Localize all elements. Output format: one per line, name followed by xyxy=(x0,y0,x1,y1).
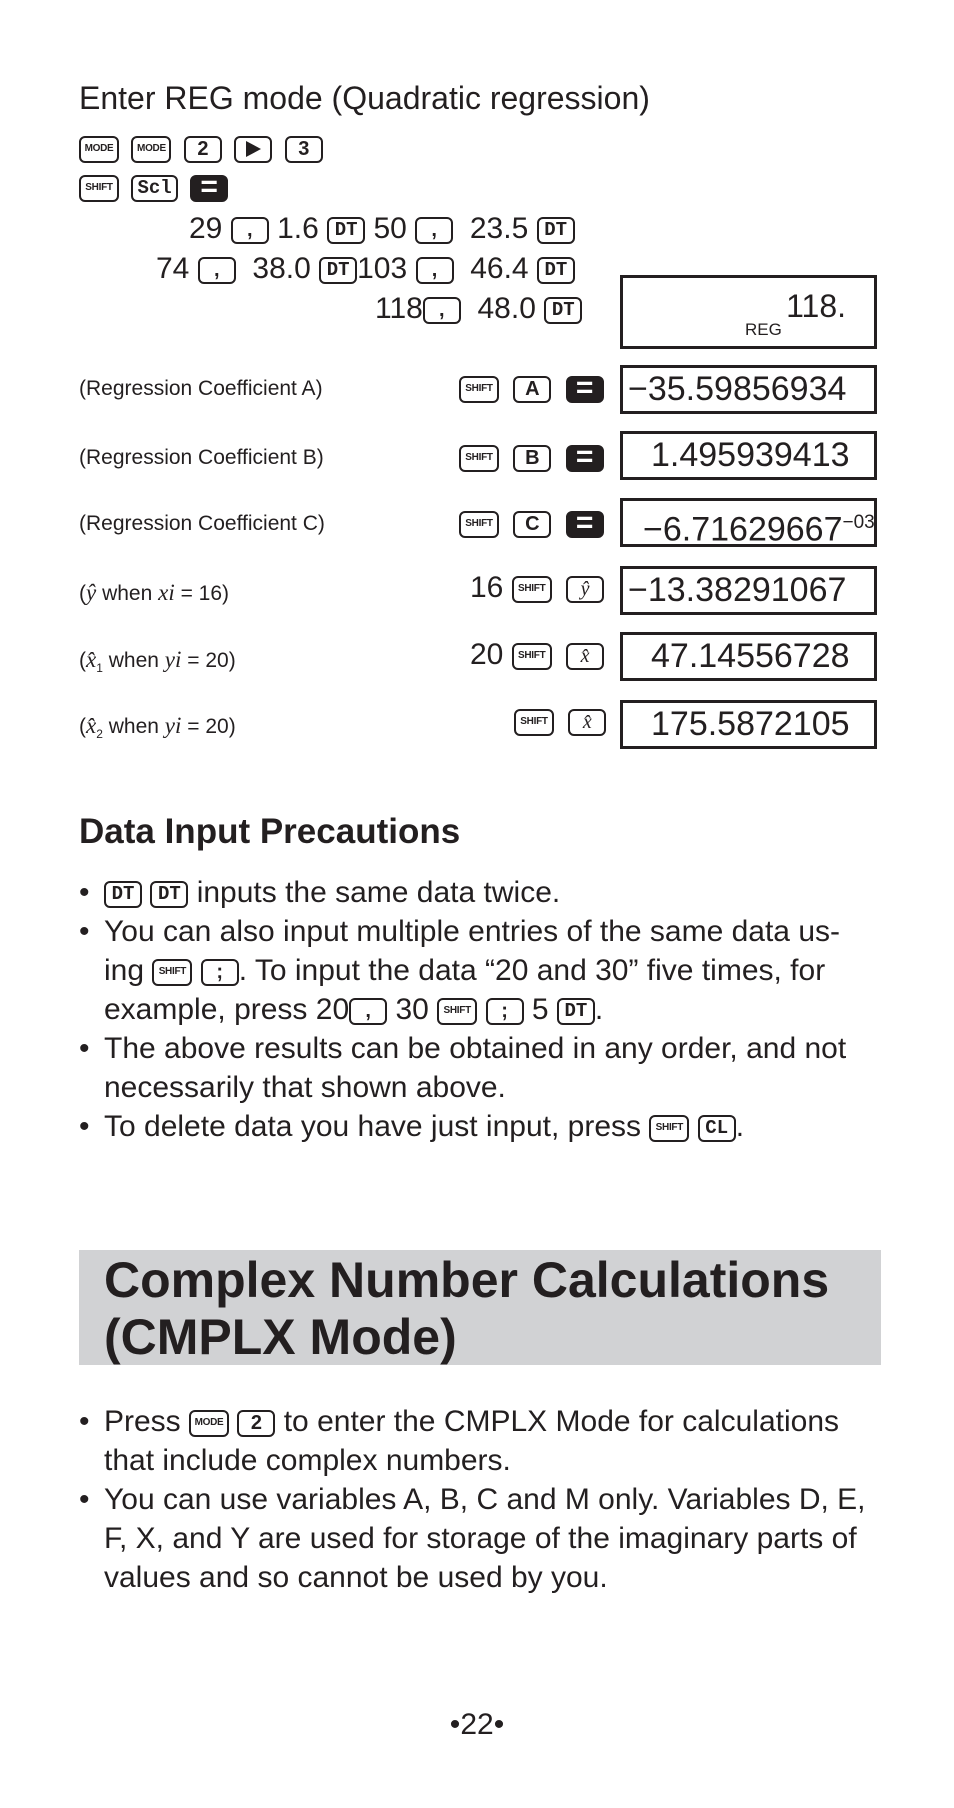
comma-key: , xyxy=(416,257,454,284)
data-row-1: 29 , 1.6 DT 50 , 23.5 DT xyxy=(189,212,575,246)
two-key: 2 xyxy=(237,1410,275,1437)
dt-key: DT xyxy=(537,217,575,244)
comma-key: , xyxy=(349,998,387,1025)
mode-key: MODE xyxy=(131,136,171,163)
shift-key: SHIFT xyxy=(79,175,119,202)
result-display-yhat: −13.38291067 xyxy=(620,566,877,615)
shift-key: SHIFT xyxy=(459,445,499,472)
three-key: 3 xyxy=(285,136,323,163)
keys-shift-a-equals xyxy=(459,371,604,405)
dt-key: DT xyxy=(319,257,357,284)
comma-key: , xyxy=(198,257,236,284)
result-display-b: 1.495939413 xyxy=(620,431,877,480)
scl-key: Scl xyxy=(131,175,177,202)
list-item: • To delete data you have just input, press SHIFT CL . xyxy=(79,1107,883,1146)
list-item: • DT DT inputs the same data twice. xyxy=(79,873,883,912)
list-item: • The above results can be obtained in any order, and not necessarily that shown above. xyxy=(79,1029,883,1107)
dt-key: DT xyxy=(150,881,188,908)
shift-key: SHIFT xyxy=(514,709,554,736)
cmplx-list xyxy=(79,1402,883,1597)
result-label-yhat: (ŷ when xi = 16) xyxy=(79,580,230,605)
comma-key: , xyxy=(423,297,461,324)
semicolon-key: ; xyxy=(201,959,239,986)
dt-key: DT xyxy=(104,881,142,908)
keys-16-shift-yhat xyxy=(470,571,604,605)
shift-key: SHIFT xyxy=(512,576,552,603)
precautions-heading: Data Input Precautions xyxy=(79,812,461,851)
b-key: B xyxy=(513,445,551,472)
shift-key: SHIFT xyxy=(512,643,552,670)
calculator-display-reg xyxy=(620,275,877,349)
key-sequence-mode xyxy=(79,136,323,163)
equals-key: = xyxy=(566,445,604,472)
shift-key: SHIFT xyxy=(437,998,477,1025)
yhat-key: ŷ xyxy=(566,576,604,603)
result-display-a: −35.59856934 xyxy=(620,365,877,414)
dt-key: DT xyxy=(537,257,575,284)
equals-key: = xyxy=(566,376,604,403)
section-heading: Enter REG mode (Quadratic regression) xyxy=(79,80,650,116)
keys-shift-c-equals xyxy=(459,506,604,540)
mode-key: MODE xyxy=(79,136,119,163)
reg-indicator: REG xyxy=(745,320,782,339)
display-value: 118. xyxy=(786,288,846,324)
list-item: • You can use variables A, B, C and M only. Variables D, E, F, X, and Y are used for storage of the imaginary parts of values and so cannot be used by you. xyxy=(79,1480,883,1597)
cmplx-section-title: Complex Number Calculations (CMPLX Mode) xyxy=(104,1252,830,1365)
a-key: A xyxy=(513,376,551,403)
comma-key: , xyxy=(231,217,269,244)
mode-key: MODE xyxy=(189,1410,229,1437)
result-label-xhat2: ($x̂_2$ when yi = 20) xyxy=(79,713,236,742)
result-label-b: (Regression Coefficient B) xyxy=(79,446,324,469)
list-item: • You can also input multiple entries of the same data us- ing SHIFT ; . To input the data “20 and 30” five times, for example, press 20 , 30 SHIFT ; 5 DT . xyxy=(79,912,883,1029)
data-row-3: 118 , 48.0 DT xyxy=(375,292,582,326)
shift-key: SHIFT xyxy=(459,376,499,403)
result-label-a: (Regression Coefficient A) xyxy=(79,377,323,400)
shift-key: SHIFT xyxy=(459,511,499,538)
shift-key: SHIFT xyxy=(152,959,192,986)
prefix-number: 16 xyxy=(470,571,504,604)
semicolon-key: ; xyxy=(486,998,524,1025)
mantissa: −6.71629667 xyxy=(643,510,843,549)
result-label-xhat1: ($x̂_1$ when yi = 20) xyxy=(79,647,236,676)
result-display-xhat1: 47.14556728 xyxy=(620,632,877,681)
equals-key: = xyxy=(190,175,228,202)
xhat-key: x̂ xyxy=(566,643,604,670)
keys-20-shift-xhat xyxy=(470,638,604,672)
comma-key: , xyxy=(415,217,453,244)
two-key: 2 xyxy=(184,136,222,163)
prefix-number: 20 xyxy=(470,638,504,671)
page-number: •22• xyxy=(449,1708,505,1741)
key-sequence-scl xyxy=(79,170,228,203)
keys-shift-xhat xyxy=(514,704,606,738)
data-row-2: 74 , 38.0 DT 103 , 46.4 DT xyxy=(156,252,575,286)
dt-key: DT xyxy=(544,297,582,324)
dt-key: DT xyxy=(327,217,365,244)
c-key: C xyxy=(513,511,551,538)
cl-key: CL xyxy=(698,1115,736,1142)
result-label-c: (Regression Coefficient C) xyxy=(79,512,325,535)
xhat-key: x̂ xyxy=(568,709,606,736)
result-display-c xyxy=(620,498,877,547)
right-triangle-icon xyxy=(236,138,270,160)
precautions-list xyxy=(79,873,883,1146)
exponent: −03 xyxy=(842,512,875,533)
equals-key: = xyxy=(566,511,604,538)
dt-key: DT xyxy=(557,998,595,1025)
shift-key: SHIFT xyxy=(649,1115,689,1142)
keys-shift-b-equals xyxy=(459,440,604,474)
list-item: • Press MODE 2 to enter the CMPLX Mode for calculations that include complex numbers. xyxy=(79,1402,883,1480)
result-display-xhat2: 175.5872105 xyxy=(620,700,877,749)
right-arrow-key xyxy=(234,136,272,163)
